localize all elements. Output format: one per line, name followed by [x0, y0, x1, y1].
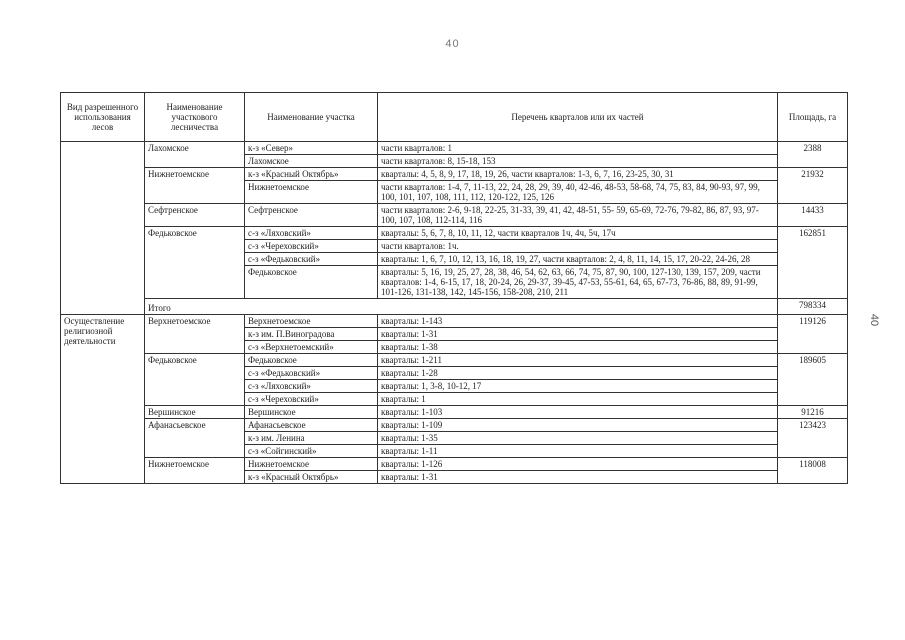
plot-cell: с-з «Верхнетоемский» [245, 341, 378, 354]
district-cell: Вершинское [145, 406, 245, 419]
page-number-side: 40 [868, 313, 880, 327]
page-number-top: 40 [445, 38, 460, 50]
plot-cell: Федьковское [245, 266, 378, 299]
district-cell: Федьковское [145, 227, 245, 299]
quarters-cell: кварталы: 1-38 [378, 341, 778, 354]
district-cell: Лахомское [145, 142, 245, 168]
area-cell: 2388 [778, 142, 848, 168]
table-row [61, 315, 848, 328]
plot-cell: с-з «Череховский» [245, 393, 378, 406]
header-plot: Наименование участка [245, 93, 378, 142]
plot-cell: с-з «Федьковский» [245, 253, 378, 266]
plot-cell: Афанасьевское [245, 419, 378, 432]
plot-cell: к-з им. Ленина [245, 432, 378, 445]
district-cell: Афанасьевское [145, 419, 245, 458]
area-cell: 118008 [778, 458, 848, 484]
plot-cell: Федьковское [245, 354, 378, 367]
quarters-cell: части кварталов: 8, 15-18, 153 [378, 155, 778, 168]
district-cell: Нижнетоемское [145, 458, 245, 484]
table-row [61, 204, 848, 227]
table-row [61, 168, 848, 181]
total-row [61, 299, 848, 315]
table-row [61, 419, 848, 432]
forest-use-table [60, 92, 848, 484]
plot-cell: Нижнетоемское [245, 181, 378, 204]
plot-cell: Лахомское [245, 155, 378, 168]
table-row [61, 227, 848, 240]
quarters-cell: кварталы: 1-31 [378, 328, 778, 341]
quarters-cell: кварталы: 1-143 [378, 315, 778, 328]
district-cell: Нижнетоемское [145, 168, 245, 204]
district-cell: Верхнетоемское [145, 315, 245, 354]
area-cell: 91216 [778, 406, 848, 419]
plot-cell: Нижнетоемское [245, 458, 378, 471]
header-quarters: Перечень кварталов или их частей [378, 93, 778, 142]
district-cell: Федьковское [145, 354, 245, 406]
quarters-cell: кварталы: 1-109 [378, 419, 778, 432]
plot-cell: к-з им. П.Виноградова [245, 328, 378, 341]
plot-cell: Сефтренское [245, 204, 378, 227]
quarters-cell: кварталы: 1-31 [378, 471, 778, 484]
area-cell: 162851 [778, 227, 848, 299]
quarters-cell: части кварталов: 1 [378, 142, 778, 155]
quarters-cell: кварталы: 1, 6, 7, 10, 12, 13, 16, 18, 19, 27, части кварталов: 2, 4, 8, 11, 14, 15, 17, 20-22, 24-26, 28 [378, 253, 778, 266]
quarters-cell: части кварталов: 1-4, 7, 11-13, 22, 24, 28, 29, 39, 40, 42-46, 48-53, 58-68, 74, 75, 83, 84, 90-93, 97, 99, 100, 101, 107, 108, 111, 112, 120-122, 125, 126 [378, 181, 778, 204]
plot-cell: Верхнетоемское [245, 315, 378, 328]
use-type-cell [61, 142, 145, 315]
plot-cell: к-з «Север» [245, 142, 378, 155]
table-body [61, 142, 848, 484]
plot-cell: с-з «Ляховский» [245, 380, 378, 393]
plot-cell: с-з «Ляховский» [245, 227, 378, 240]
area-cell: 123423 [778, 419, 848, 458]
quarters-cell: кварталы: 1-35 [378, 432, 778, 445]
quarters-cell: кварталы: 1-28 [378, 367, 778, 380]
plot-cell: с-з «Федьковский» [245, 367, 378, 380]
quarters-cell: части кварталов: 1ч. [378, 240, 778, 253]
plot-cell: с-з «Череховский» [245, 240, 378, 253]
total-area: 798334 [778, 299, 848, 315]
header-use-type: Вид разрешенного использования лесов [61, 93, 145, 142]
total-label: Итого [145, 299, 778, 315]
quarters-cell: кварталы: 4, 5, 8, 9, 17, 18, 19, 26, части кварталов: 1-3, 6, 7, 16, 23-25, 30, 31 [378, 168, 778, 181]
use-type-cell: Осуществление религиозной деятельности [61, 315, 145, 484]
table-row [61, 142, 848, 155]
header-area: Площадь, га [778, 93, 848, 142]
quarters-cell: кварталы: 1-11 [378, 445, 778, 458]
quarters-cell: части кварталов: 2-6, 9-18, 22-25, 31-33, 39, 41, 42, 48-51, 55- 59, 65-69, 72-76, 79-82, 86, 87, 93, 97-100, 107, 108, 112-114, 116 [378, 204, 778, 227]
quarters-cell: кварталы: 1, 3-8, 10-12, 17 [378, 380, 778, 393]
quarters-cell: кварталы: 1-103 [378, 406, 778, 419]
table-row [61, 406, 848, 419]
table-row [61, 458, 848, 471]
plot-cell: Вершинское [245, 406, 378, 419]
table-header-row [61, 93, 848, 142]
area-cell: 21932 [778, 168, 848, 204]
area-cell: 119126 [778, 315, 848, 354]
quarters-cell: кварталы: 5, 6, 7, 8, 10, 11, 12, части кварталов 1ч, 4ч, 5ч, 17ч [378, 227, 778, 240]
plot-cell: к-з «Красный Октябрь» [245, 471, 378, 484]
quarters-cell: кварталы: 1-211 [378, 354, 778, 367]
quarters-cell: кварталы: 1-126 [378, 458, 778, 471]
quarters-cell: кварталы: 5, 16, 19, 25, 27, 28, 38, 46, 54, 62, 63, 66, 74, 75, 87, 90, 100, 127-130, 139, 157, 209, части кварталов: 1-4, 6-15, 17, 18, 20-24, 26, 29-37, 39-45, 47-53, 55-61, 64, 65, 67-73, 76-86, 88, 89, 91-99, 101-126, 131-138, 142, 145-156, 158-208, 210, 211 [378, 266, 778, 299]
area-cell: 14433 [778, 204, 848, 227]
area-cell: 189605 [778, 354, 848, 406]
table-row [61, 354, 848, 367]
plot-cell: с-з «Сойгинский» [245, 445, 378, 458]
header-district: Наименование участкового лесничества [145, 93, 245, 142]
plot-cell: к-з «Красный Октябрь» [245, 168, 378, 181]
district-cell: Сефтренское [145, 204, 245, 227]
quarters-cell: кварталы: 1 [378, 393, 778, 406]
